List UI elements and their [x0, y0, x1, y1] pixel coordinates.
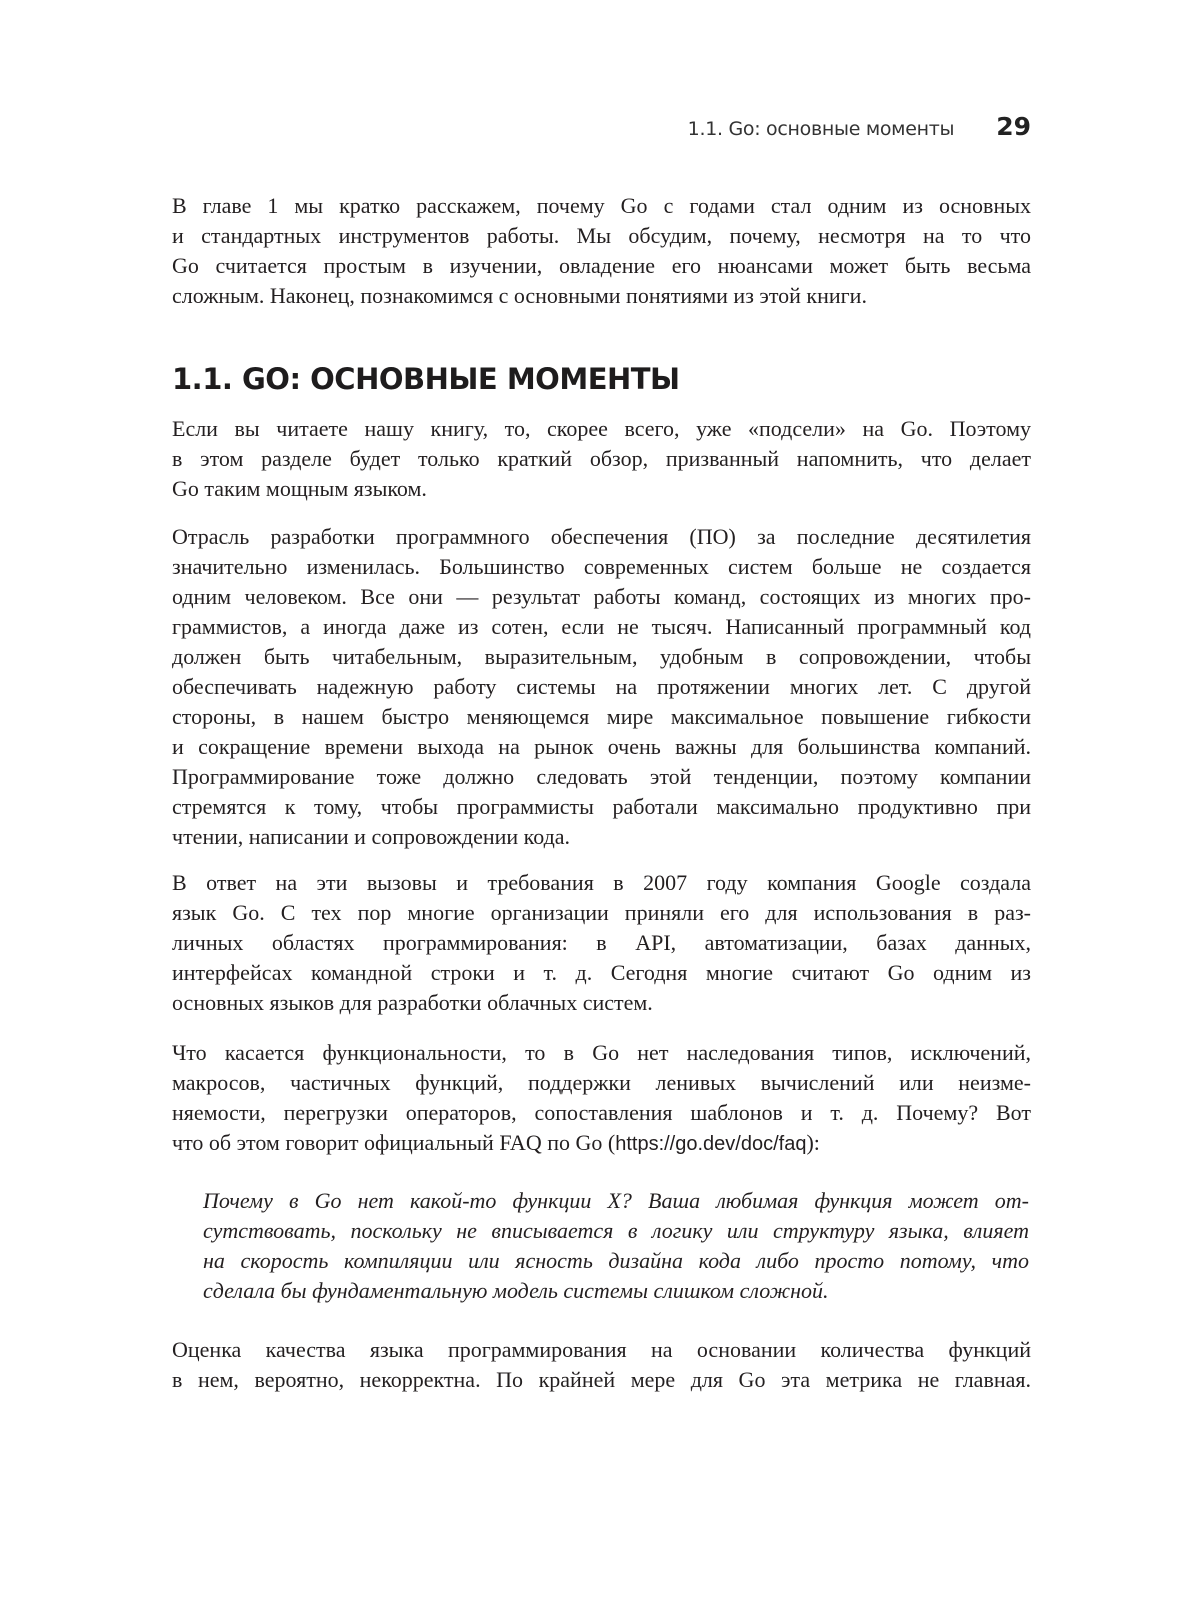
- blockquote: [203, 1186, 1029, 1306]
- closing-paragraph: [172, 1335, 1031, 1395]
- page-number: 29: [996, 112, 1031, 141]
- text-line: чтении, написании и сопровождении кода.: [172, 824, 571, 849]
- paragraph-1: [172, 414, 1031, 504]
- text-line: стремятся к тому, чтобы программисты работали максимально продуктивно при: [172, 794, 1031, 819]
- text-line: сложным. Наконец, познакомимся с основными понятиями из этой книги.: [172, 283, 867, 308]
- text-line: в этом разделе будет только краткий обзор, призванный напомнить, что делает: [172, 446, 1031, 471]
- text-line: язык Go. С тех пор многие организации приняли его для использования в раз-: [172, 900, 1031, 925]
- text-line: должен быть читабельным, выразительным, удобным в сопровождении, чтобы: [172, 644, 1031, 669]
- text-line: личных областях программирования: в API, автоматизации, базах данных,: [172, 930, 1031, 955]
- paragraph-2: [172, 522, 1031, 852]
- text-line: одним человеком. Все они — результат работы команд, состоящих из многих про-: [172, 584, 1031, 609]
- quote-line: на скорость компиляции или ясность дизайна кода либо просто потому, что: [203, 1248, 1029, 1273]
- text-line: обеспечивать надежную работу системы на протяжении многих лет. С другой: [172, 674, 1031, 699]
- text-line: Если вы читаете нашу книгу, то, скорее всего, уже «подсели» на Go. Поэтому: [172, 416, 1031, 441]
- quote-line: сутствовать, поскольку не вписывается в логику или структуру языка, влияет: [203, 1218, 1029, 1243]
- text-line: основных языков для разработки облачных систем.: [172, 990, 653, 1015]
- text-line: Go считается простым в изучении, овладение его нюансами может быть весьма: [172, 253, 1031, 278]
- text-fragment: ):: [806, 1130, 820, 1155]
- text-line: и стандартных инструментов работы. Мы обсудим, почему, несмотря на то что: [172, 223, 1031, 248]
- intro-paragraph: [172, 191, 1031, 311]
- section-heading: 1.1. GO: ОСНОВНЫЕ МОМЕНТЫ: [172, 362, 680, 396]
- running-head: [0, 112, 1031, 141]
- faq-link[interactable]: https://go.dev/doc/faq: [615, 1133, 807, 1155]
- quote-line: Почему в Go нет какой-то функции X? Ваша любимая функция может от-: [203, 1188, 1029, 1213]
- text-fragment: что об этом говорит официальный FAQ по Go (: [172, 1130, 616, 1155]
- text-line: В главе 1 мы кратко расскажем, почему Go с годами стал одним из основных: [172, 193, 1031, 218]
- text-line: в нем, вероятно, некорректна. По крайней мере для Go эта метрика не главная.: [172, 1367, 1031, 1392]
- text-line: няемости, перегрузки операторов, сопоставления шаблонов и т. д. Почему? Вот: [172, 1100, 1031, 1125]
- text-line: и сокращение времени выхода на рынок очень важны для большинства компаний.: [172, 734, 1031, 759]
- text-line: интерфейсах командной строки и т. д. Сегодня многие считают Go одним из: [172, 960, 1031, 985]
- text-line: [172, 1128, 1031, 1158]
- quote-line: сделала бы фундаментальную модель системы слишком сложной.: [203, 1278, 829, 1303]
- text-line: макросов, частичных функций, поддержки ленивых вычислений или неизме-: [172, 1070, 1031, 1095]
- text-line: Go таким мощным языком.: [172, 476, 427, 501]
- text-line: значительно изменилась. Большинство современных систем больше не создается: [172, 554, 1031, 579]
- text-line: Оценка качества языка программирования на основании количества функций: [172, 1337, 1031, 1362]
- text-line: стороны, в нашем быстро меняющемся мире максимальное повышение гибкости: [172, 704, 1031, 729]
- text-line: Отрасль разработки программного обеспечения (ПО) за последние десятилетия: [172, 524, 1031, 549]
- paragraph-4: [172, 1038, 1031, 1158]
- paragraph-3: [172, 868, 1031, 1018]
- text-line: Программирование тоже должно следовать этой тенденции, поэтому компании: [172, 764, 1031, 789]
- text-line: В ответ на эти вызовы и требования в 2007 году компания Google создала: [172, 870, 1031, 895]
- text-line: Что касается функциональности, то в Go нет наследования типов, исключений,: [172, 1040, 1031, 1065]
- text-line: граммистов, а иногда даже из сотен, если не тысяч. Написанный программный код: [172, 614, 1031, 639]
- running-head-title: 1.1. Go: основные моменты: [687, 118, 955, 140]
